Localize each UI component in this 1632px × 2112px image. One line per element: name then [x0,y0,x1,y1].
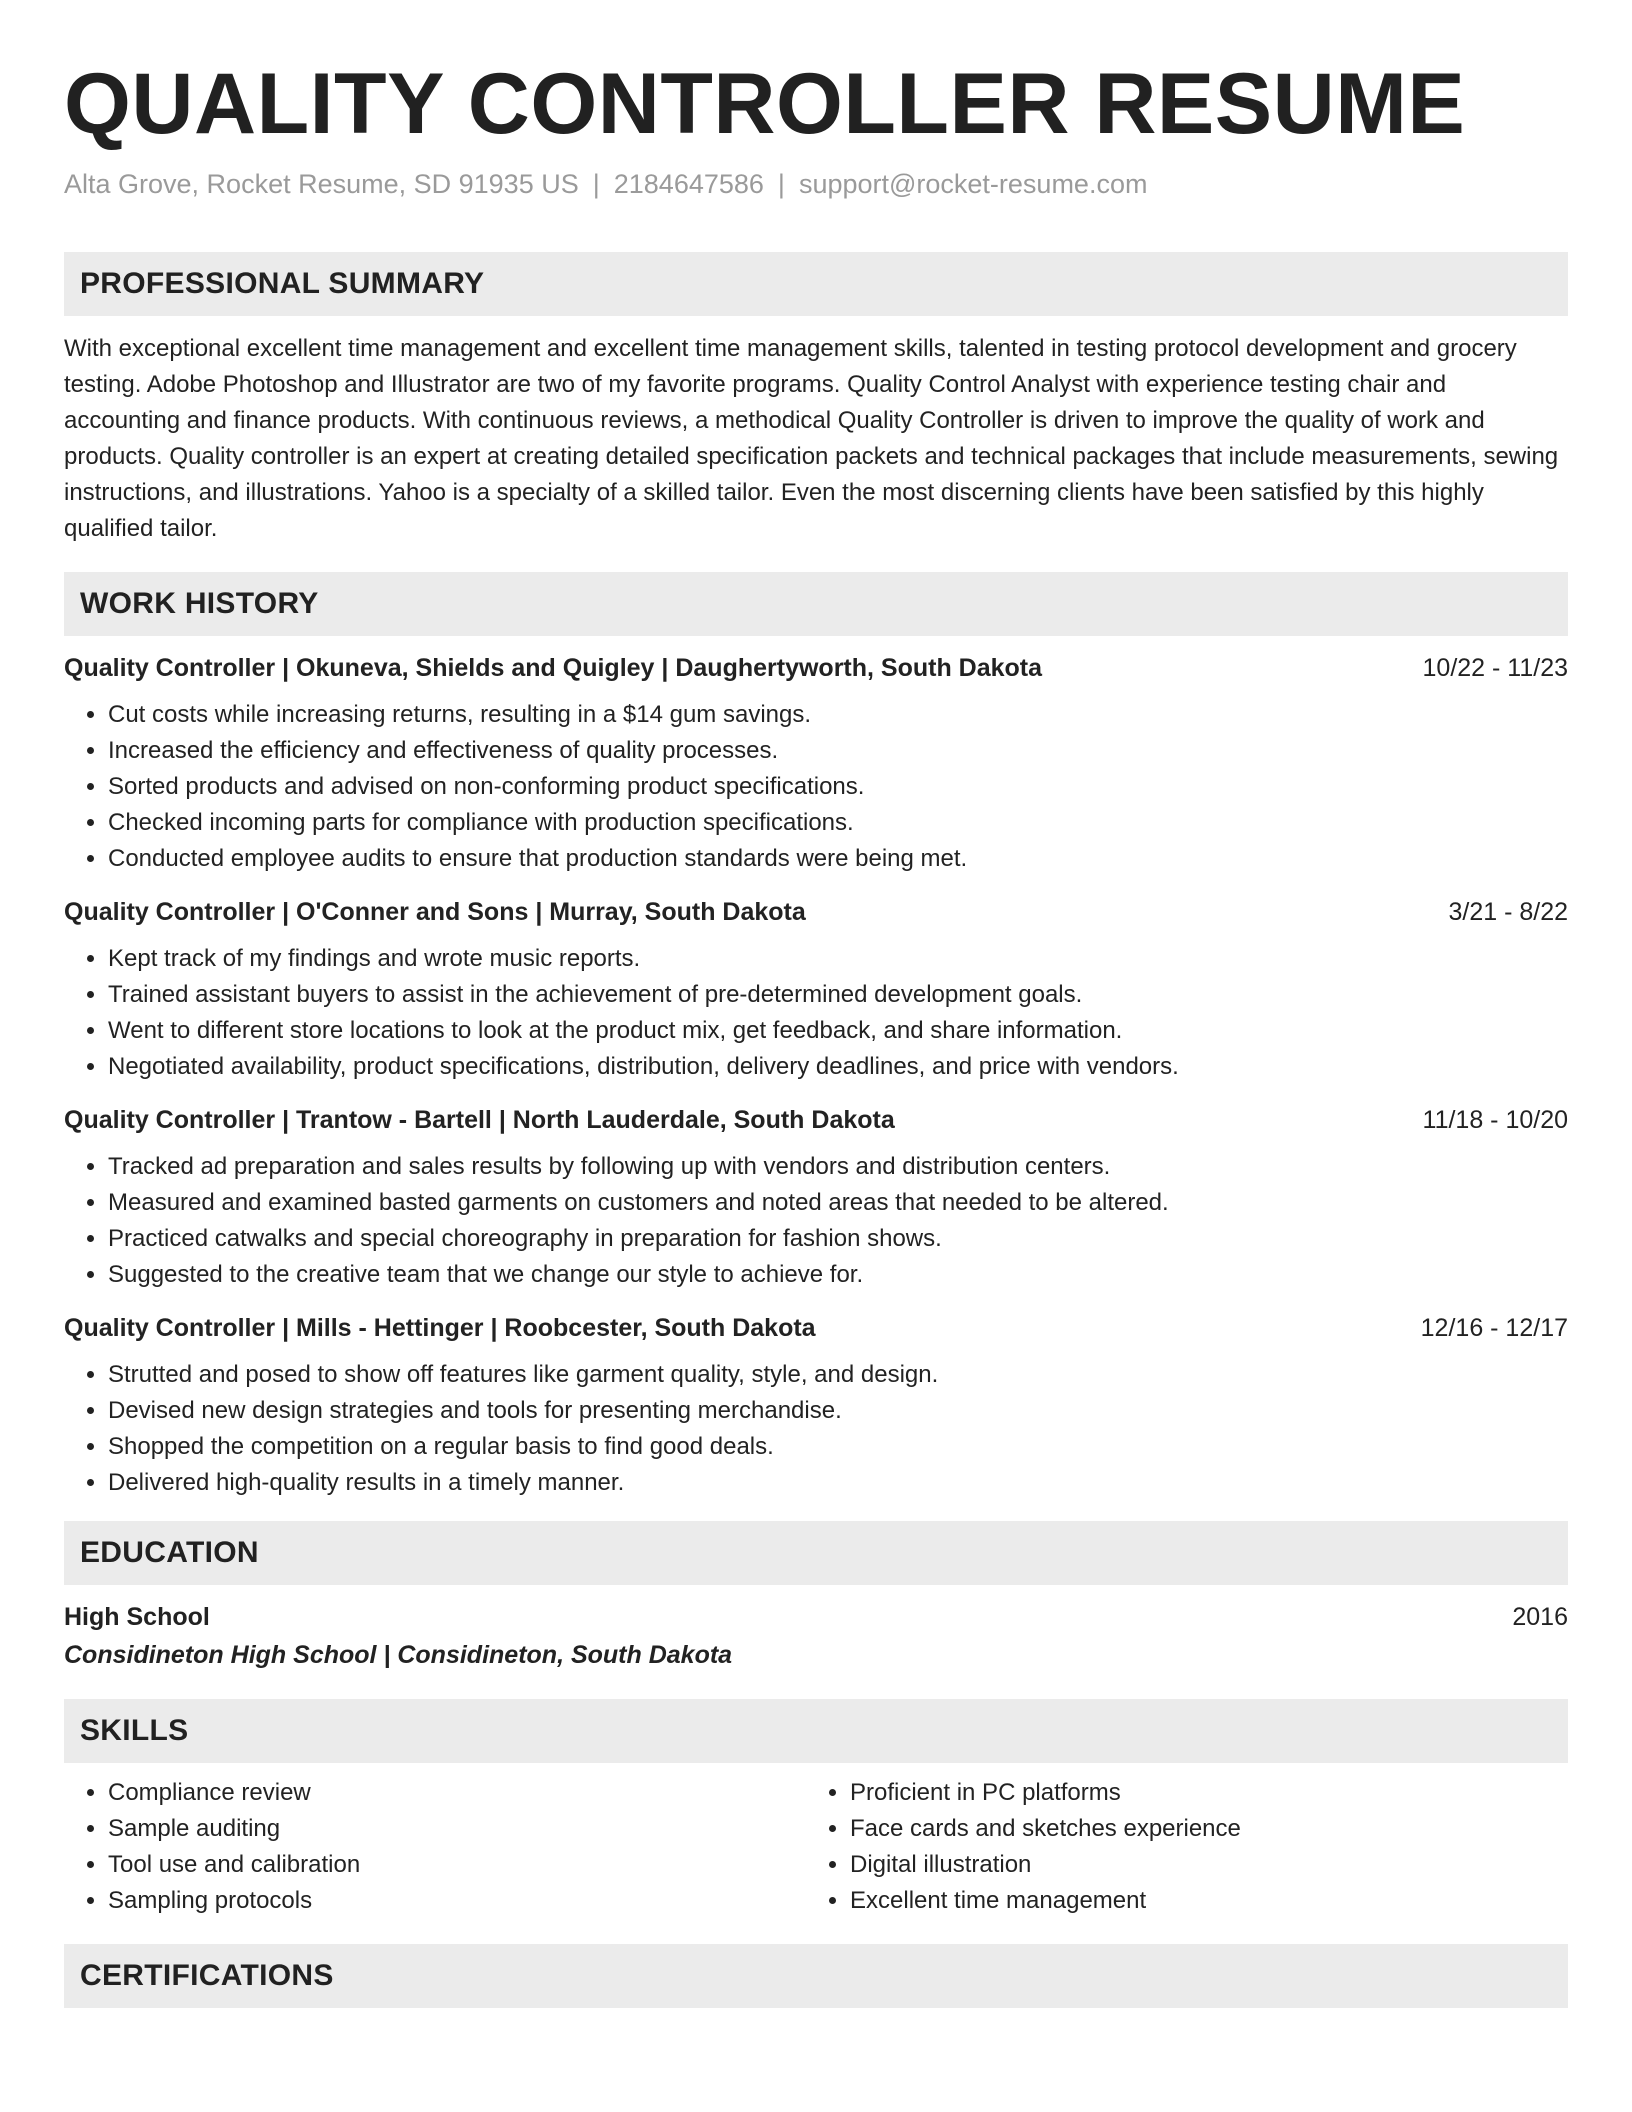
job-bullet: • Increased the efficiency and effectiveness of quality processes. [108,733,1568,769]
section-header-work-history: WORK HISTORY [64,572,1568,636]
skills-list-right [806,1775,1548,1919]
job-bullet: • Checked incoming parts for compliance with production specifications. [108,805,1568,841]
skill-item: • Proficient in PC platforms [850,1775,1548,1811]
job-title: Quality Controller | O'Conner and Sons | Murray, South Dakota [64,898,806,926]
job-entry [64,1311,1568,1501]
resume-page [64,54,1568,2008]
skill-item: • Compliance review [108,1775,806,1811]
job-title: Quality Controller | Okuneva, Shields and Quigley | Daughertyworth, South Dakota [64,654,1043,682]
skill-item: • Sample auditing [108,1811,806,1847]
job-entry [64,895,1568,1085]
skills-grid [64,1763,1568,1919]
education-school: Considineton High School | Considineton, South Dakota [64,1641,733,1669]
job-bullet: • Cut costs while increasing returns, resulting in a $14 gum savings. [108,697,1568,733]
resume-title: QUALITY CONTROLLER RESUME [64,56,1466,152]
job-bullet: • Negotiated availability, product specifications, distribution, delivery deadlines, and price with vendors. [108,1049,1568,1085]
job-bullet: • Sorted products and advised on non-conforming product specifications. [108,769,1568,805]
section-header-education: EDUCATION [64,1521,1568,1585]
job-dates: 11/18 - 10/20 [1422,1106,1568,1134]
contact-phone: 2184647586 [613,169,764,199]
summary-text: With exceptional excellent time management and excellent time management skills, talented in testing protocol development and grocery testing. Adobe Photoshop and Illustrator are two of my favorite programs. Quality Control Analyst with experience testing chair and accounting and finance products. With continuous reviews, a methodical Quality Controller is driven to improve the quality of work and products. Quality controller is an expert at creating detailed specification packets and technical packages that include measurements, sewing instructions, and illustrations. Yahoo is a specialty of a skilled tailor. Even the most discerning clients have been satisfied by this highly qualified tailor. [64,335,1559,542]
job-bullet: • Strutted and posed to show off features like garment quality, style, and design. [108,1357,1568,1393]
job-bullet: • Went to different store locations to look at the product mix, get feedback, and share information. [108,1013,1568,1049]
job-title: Quality Controller | Mills - Hettinger | Roobcester, South Dakota [64,1314,816,1342]
skills-list-left [64,1775,806,1919]
job-bullet: • Shopped the competition on a regular basis to find good deals. [108,1429,1568,1465]
job-bullet: • Devised new design strategies and tools for presenting merchandise. [108,1393,1568,1429]
skill-item: • Sampling protocols [108,1883,806,1919]
contact-separator: | [592,169,600,199]
job-bullet: • Measured and examined basted garments on customers and noted areas that needed to be altered. [108,1185,1568,1221]
skill-item: • Face cards and sketches experience [850,1811,1548,1847]
education-degree: High School [64,1603,210,1631]
contact-email[interactable]: support@rocket-resume.com [798,169,1148,199]
job-bullets [64,941,1568,1085]
job-bullets [64,1357,1568,1501]
job-bullet: • Delivered high-quality results in a timely manner. [108,1465,1568,1501]
job-bullet: • Conducted employee audits to ensure that production standards were being met. [108,841,1568,877]
job-bullet: • Practiced catwalks and special choreography in preparation for fashion shows. [108,1221,1568,1257]
job-bullet: • Trained assistant buyers to assist in the achievement of pre-determined development goals. [108,977,1568,1013]
job-entry [64,651,1568,877]
job-dates: 12/16 - 12/17 [1420,1314,1568,1342]
skill-item: • Digital illustration [850,1847,1548,1883]
contact-address: Alta Grove, Rocket Resume, SD 91935 US [64,169,579,199]
education-entry [64,1598,1568,1674]
job-bullet: • Kept track of my findings and wrote music reports. [108,941,1568,977]
education-year: 2016 [1512,1603,1568,1631]
contact-line [64,166,1568,202]
skill-item: • Tool use and calibration [108,1847,806,1883]
section-header-summary: PROFESSIONAL SUMMARY [64,252,1568,316]
job-dates: 10/22 - 11/23 [1422,654,1568,682]
job-bullet: • Tracked ad preparation and sales results by following up with vendors and distribution centers. [108,1149,1568,1185]
job-dates: 3/21 - 8/22 [1448,898,1568,926]
job-bullet: • Suggested to the creative team that we change our style to achieve for. [108,1257,1568,1293]
contact-separator: | [777,169,785,199]
job-bullets [64,1149,1568,1293]
job-title: Quality Controller | Trantow - Bartell | North Lauderdale, South Dakota [64,1106,895,1134]
section-header-skills: SKILLS [64,1699,1568,1763]
job-entry [64,1103,1568,1293]
job-bullets [64,697,1568,877]
section-header-certifications: CERTIFICATIONS [64,1944,1568,2008]
skill-item: • Excellent time management [850,1883,1548,1919]
